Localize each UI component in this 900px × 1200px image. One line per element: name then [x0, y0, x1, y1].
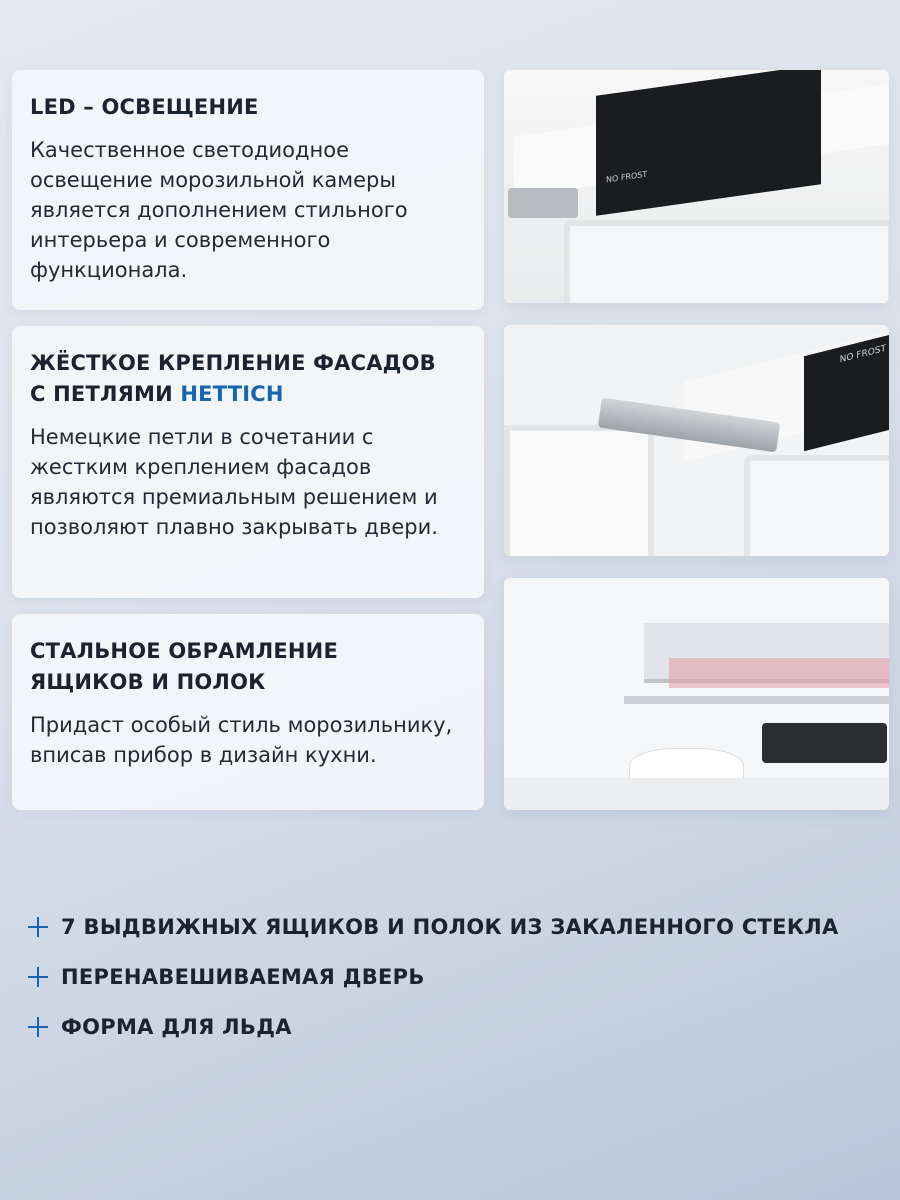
- feature-card-hinges: [12, 326, 484, 598]
- extra-feature-item: [28, 915, 839, 939]
- extra-feature-label: 7 ВЫДВИЖНЫХ ЯЩИКОВ И ПОЛОК ИЗ ЗАКАЛЕННОГО СТЕКЛА: [61, 915, 839, 939]
- feature-description: Качественное светодиодное освещение морозильной камеры является дополнением стильного интерьера и современного функционала.: [30, 138, 408, 282]
- feature-card-steel-frame: [12, 614, 484, 810]
- control-panel: NO FROST: [804, 334, 889, 451]
- photo-led-panel: [504, 70, 889, 303]
- feature-title: ЖЁСТКОЕ КРЕПЛЕНИЕ ФАСАДОВ С ПЕТЛЯМИ HETTICH: [30, 351, 436, 406]
- extra-feature-item: [28, 965, 425, 989]
- plus-icon: [28, 967, 48, 987]
- plus-icon: [28, 917, 48, 937]
- photo-hinges: [504, 325, 889, 556]
- photo-drawers: [504, 578, 889, 810]
- extra-feature-label: ФОРМА ДЛЯ ЛЬДА: [61, 1015, 292, 1039]
- feature-card-led: [12, 70, 484, 310]
- feature-title: СТАЛЬНОЕ ОБРАМЛЕНИЕ ЯЩИКОВ И ПОЛОК: [30, 639, 339, 694]
- control-panel: NO FROST: [596, 70, 821, 216]
- plus-icon: [28, 1017, 48, 1037]
- feature-description: Немецкие петли в сочетании с жестким креплением фасадов являются премиальным решением и позволяют плавно закрывать двери.: [30, 425, 438, 539]
- brand-highlight: HETTICH: [180, 382, 284, 406]
- feature-description: Придаст особый стиль морозильнику, вписав прибор в дизайн кухни.: [30, 713, 453, 767]
- extra-feature-item: [28, 1015, 292, 1039]
- extra-feature-label: ПЕРЕНАВЕШИВАЕМАЯ ДВЕРЬ: [61, 965, 425, 989]
- feature-title: LED – ОСВЕЩЕНИЕ: [30, 95, 259, 119]
